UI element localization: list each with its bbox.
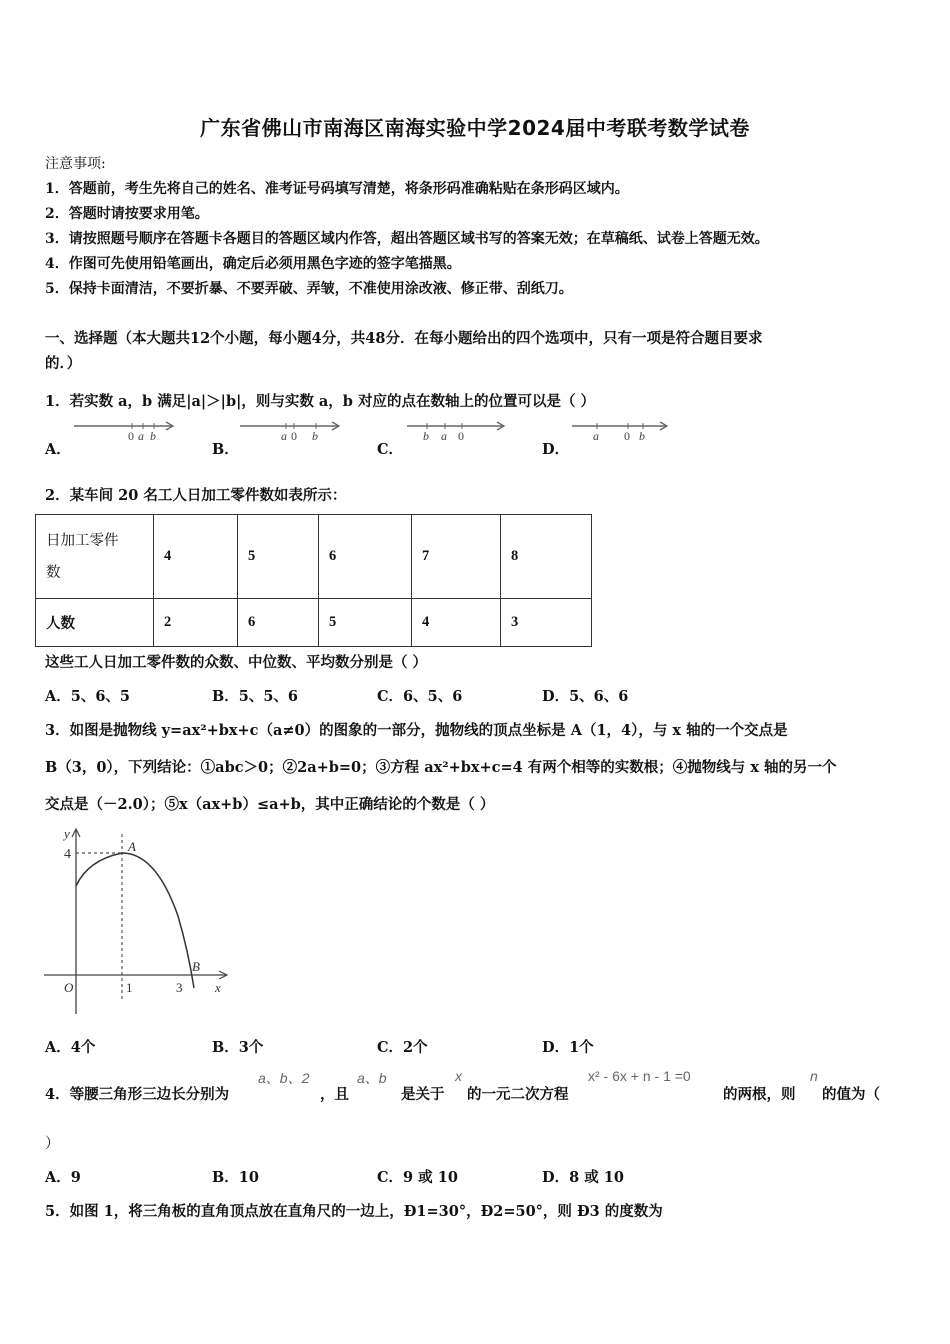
svg-text:b: b — [639, 429, 645, 443]
q1-option-d-numberline — [570, 418, 680, 444]
svg-text:1: 1 — [126, 980, 133, 995]
q3-option-b[interactable]: B．3个 — [212, 1039, 264, 1056]
table-cell: 5 — [319, 599, 412, 647]
notes-heading: 注意事项: — [45, 156, 106, 172]
svg-text:0: 0 — [624, 429, 630, 443]
q3-option-d[interactable]: D．1个 — [542, 1039, 594, 1056]
svg-text:a: a — [138, 429, 144, 443]
note-item-4: 4．作图可先使用铅笔画出，确定后必须用黑色字迹的签字笔描黑。 — [45, 256, 461, 272]
question-2-prompt: 这些工人日加工零件数的众数、中位数、平均数分别是（ ） — [45, 654, 428, 671]
q1-option-c-numberline — [405, 418, 515, 444]
question-4-part5: 的两根，则 — [723, 1086, 796, 1103]
svg-text:A: A — [128, 839, 136, 854]
svg-text:3: 3 — [176, 980, 183, 995]
q3-option-c[interactable]: C．2个 — [377, 1039, 428, 1056]
svg-text:O: O — [64, 980, 74, 995]
table-cell: 2 — [154, 599, 238, 647]
section-heading-line1: 一、选择题（本大题共12个小题，每小题4分，共48分．在每小题给出的四个选项中，只有一项是符合题目要求 — [45, 330, 763, 347]
q2-option-d[interactable]: D．5、6、6 — [542, 688, 629, 705]
table-cell: 5 — [238, 515, 319, 599]
table-cell: 8 — [501, 515, 592, 599]
q1-option-b-label[interactable]: B． — [212, 441, 239, 458]
table-cell: 7 — [412, 515, 501, 599]
q1-option-c-label[interactable]: C． — [377, 441, 404, 458]
question-4-part2: ，且 — [320, 1086, 349, 1103]
table-row — [36, 515, 592, 599]
document-title: 广东省佛山市南海区南海实验中学2024届中考联考数学试卷 — [200, 116, 750, 140]
q2-option-a[interactable]: A．5、6、5 — [45, 688, 131, 705]
q4-option-c[interactable]: C．9 或 10 — [377, 1169, 458, 1186]
question-1-stem: 1．若实数 a，b 满足|a|＞|b|，则与实数 a，b 对应的点在数轴上的位置可以是（ ） — [45, 393, 596, 410]
table-cell: 4 — [154, 515, 238, 599]
question-4-part6: 的值为（ — [822, 1086, 880, 1103]
q4-option-a[interactable]: A．9 — [45, 1169, 81, 1186]
parabola-curve — [76, 853, 194, 988]
q4-n: n — [810, 1068, 818, 1084]
question-3-line3: 交点是（－2.0）；⑤x（ax+b）≤a+b，其中正确结论的个数是（ ） — [45, 796, 495, 813]
question-4-close: ） — [45, 1136, 60, 1152]
question-4-part3: 是关于 — [401, 1086, 445, 1103]
table-header-cell: 人数 — [36, 599, 154, 647]
svg-text:b: b — [423, 429, 429, 443]
question-5-stem: 5．如图 1，将三角板的直角顶点放在直角尺的一边上，Ð1=30°，Ð2=50°，则 Ð3 的度数为 — [45, 1203, 663, 1220]
q3-parabola-graph — [40, 826, 240, 1016]
q1-option-a-numberline — [72, 418, 182, 444]
svg-text:a: a — [593, 429, 599, 443]
q1-option-d-label[interactable]: D． — [542, 441, 570, 458]
svg-text:0: 0 — [291, 429, 297, 443]
q3-option-a[interactable]: A．4个 — [45, 1039, 96, 1056]
q1-option-b-numberline — [238, 418, 348, 444]
table-header-cell: 日加工零件 数 — [36, 515, 154, 599]
svg-text:0: 0 — [458, 429, 464, 443]
tick-label: 0 — [128, 429, 134, 443]
q4-option-d[interactable]: D．8 或 10 — [542, 1169, 624, 1186]
q2-option-c[interactable]: C．6、5、6 — [377, 688, 463, 705]
note-item-3: 3．请按照题号顺序在答题卡各题目的答题区域内作答，超出答题区域书写的答案无效；在草稿纸、试卷上答题无效。 — [45, 231, 769, 247]
svg-text:B: B — [192, 959, 200, 974]
svg-text:x: x — [215, 980, 221, 995]
table-cell: 4 — [412, 599, 501, 647]
svg-text:4: 4 — [64, 847, 71, 862]
q2-option-b[interactable]: B．5、5、6 — [212, 688, 299, 705]
svg-text:a: a — [281, 429, 287, 443]
svg-text:y: y — [64, 826, 70, 841]
q2-data-table — [35, 514, 592, 647]
section-heading-line2: 的．） — [45, 355, 82, 372]
svg-text:b: b — [312, 429, 318, 443]
question-3-line2: B（3，0），下列结论：①abc＞0；②2a+b=0；③方程 ax²+bx+c=4 有两个相等的实数根；④抛物线与 x 轴的另一个 — [45, 759, 837, 776]
table-cell: 6 — [319, 515, 412, 599]
note-item-1: 1．答题前，考生先将自己的姓名、准考证号码填写清楚，将条形码准确粘贴在条形码区域内。 — [45, 181, 629, 197]
q4-sides: a、b、2 — [258, 1070, 310, 1086]
q4-roots: a、b — [357, 1070, 387, 1086]
table-row — [36, 599, 592, 647]
note-item-5: 5．保持卡面清洁，不要折暴、不要弄破、弄皱，不准使用涂改液、修正带、刮纸刀。 — [45, 281, 573, 297]
question-3-line1: 3．如图是抛物线 y=ax²+bx+c（a≠0）的图象的一部分，抛物线的顶点坐标是 A（1，4），与 x 轴的一个交点是 — [45, 722, 788, 739]
question-4-part1: 4．等腰三角形三边长分别为 — [45, 1086, 230, 1103]
table-cell: 3 — [501, 599, 592, 647]
q4-equation: x² - 6x + n - 1 =0 — [588, 1068, 691, 1084]
q1-option-a-label[interactable]: A． — [45, 441, 71, 458]
q4-var: x — [455, 1068, 462, 1084]
question-2-stem: 2．某车间 20 名工人日加工零件数如表所示： — [45, 487, 347, 504]
table-cell: 6 — [238, 599, 319, 647]
svg-text:a: a — [441, 429, 447, 443]
question-4-part4: 的一元二次方程 — [467, 1086, 569, 1103]
svg-text:b: b — [150, 429, 156, 443]
q4-option-b[interactable]: B．10 — [212, 1169, 259, 1186]
note-item-2: 2．答题时请按要求用笔。 — [45, 206, 209, 222]
